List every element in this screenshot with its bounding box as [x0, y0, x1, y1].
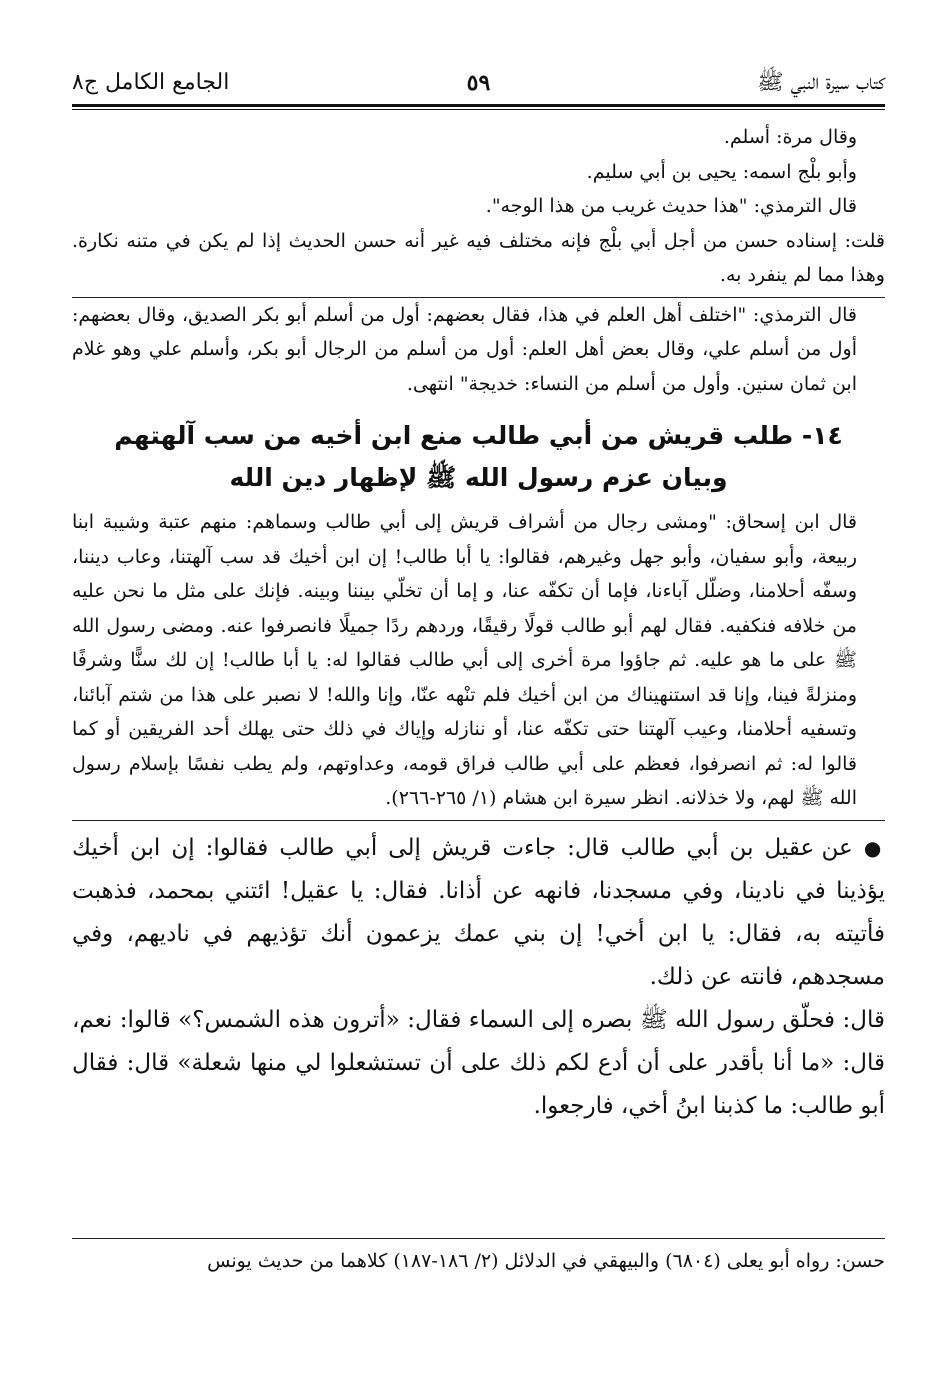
running-header — [72, 58, 885, 104]
commentary-section-1 — [72, 120, 885, 293]
chapter-title-line-1: ١٤- طلب قريش من أبي طالب منع ابن أخيه من سب آلهتهم — [114, 421, 843, 450]
book-page — [72, 58, 885, 1128]
hadith-paragraph-1 — [72, 827, 885, 999]
commentary-line: قال الترمذي: "هذا حديث غريب من هذا الوجه". — [485, 195, 857, 217]
chapter-title-line-2: وبيان عزم رسول الله ﷺ لإظهار دين الله — [229, 463, 728, 492]
hadith-paragraph-1-text: عن عقيل بن أبي طالب قال: جاءت قريش إلى أبي طالب فقالوا: إن ابن أخيك يؤذينا في نادينا، وفي مسجدنا، فانهه عن أذانا. فقال: يا عقيل! ائتني بمحمد، فذهبت فأتيته به، فقال: يا ابن أخي! إن بني عمك يزعمون أنك تؤذيهم في ناديهم، وفي مسجدهم، فانته عن ذلك. — [72, 834, 885, 990]
commentary-line: وقال مرة: أسلم. — [723, 126, 857, 148]
footnote-text: حسن: رواه أبو يعلى (٦٨٠٤) والبيهقي في الدلائل (٢/ ١٨٦-١٨٧) كلاهما من حديث يونس — [207, 1250, 885, 1272]
section-divider — [72, 820, 885, 821]
bullet-icon: ● — [863, 835, 886, 860]
chapter-title — [72, 415, 885, 499]
commentary-line: وأبو بلْج اسمه: يحيى بن أبي سليم. — [586, 160, 857, 183]
header-rule-thin — [72, 109, 885, 110]
header-volume-title: الجامع الكامل ج٨ — [72, 70, 230, 95]
header-book-title: كتاب سيرة النبي ﷺ — [757, 70, 885, 95]
footnote-divider — [72, 1238, 885, 1239]
hadith-text — [72, 827, 885, 1128]
commentary-paragraph: قلت: إسناده حسن من أجل أبي بلْج فإنه مختلف فيه غير أنه حسن الحديث إذا لم يكن في متنه نكارة. وهذا مما لم ينفرد به. — [72, 229, 885, 286]
header-rule-thick — [72, 104, 885, 107]
hadith-paragraph-2: قال: فحلّق رسول الله ﷺ بصره إلى السماء فقال: «أترون هذه الشمس؟» قالوا: نعم، قال: «ما أنا بأقدر على أن أدع لكم ذلك على أن تستشعلوا لي منها شعلة» قال: فقال أبو طالب: ما كذبنا ابنُ أخي، فارجعوا. — [72, 1006, 885, 1119]
commentary-section-3 — [72, 505, 885, 816]
page-number: ٥٩ — [466, 70, 491, 96]
commentary-paragraph: قال ابن إسحاق: "ومشى رجال من أشراف قريش إلى أبي طالب وسماهم: منهم عتبة وشيبة ابنا ربيعة، وأبو سفيان، وأبو جهل وغيرهم، فقالوا: يا أبا طالب! إن ابن أخيك قد سب آلهتنا، وعاب ديننا، وسفّه أحلامنا، وضلّل آباءنا، فإما أن تكفّه عنا، و إما أن تخلّي بيننا وبينه. فإنك على مثل ما نحن عليه من خلافه فنكفيه. فقال لهم أبو طالب قولًا رقيقًا، وردهم ردًا جميلًا فانصرفوا عنه. ومضى رسول الله ﷺ على ما هو عليه. ثم جاؤوا مرة أخرى إلى أبي طالب فقالوا له: يا أبا طالب! إن لك سنًّا وشرفًا ومنزلةً فينا، وإنا قد استنهيناك من ابن أخيك فلم تنْهه عنّا، وإنا والله! لا نصبر على هذا من شتم آبائنا، وتسفيه أحلامنا، وعيب آلهتنا حتى تكفّه عنا، أو ننازله وإياك في ذلك حتى يهلك أحد الفريقين أو كما قالوا له: ثم انصرفوا، فعظم على أبي طالب فراق قومه، وعداوتهم، ولم يطب نفسًا بإسلام رسول الله ﷺ لهم، ولا خذلانه. انظر سيرة ابن هشام (١/ ٢٦٥-٢٦٦). — [72, 511, 857, 809]
footnote-area — [72, 1234, 885, 1277]
commentary-section-2 — [72, 298, 885, 402]
commentary-paragraph: قال الترمذي: "اختلف أهل العلم في هذا، فقال بعضهم: أول من أسلم أبو بكر الصديق، وقال بعضهم: أول من أسلم علي، وقال بعض أهل العلم: أول من أسلم من الرجال أبو بكر، وأسلم علي وهو غلام ابن ثمان سنين. وأول من أسلم من النساء: خديجة" انتهى. — [72, 303, 857, 395]
